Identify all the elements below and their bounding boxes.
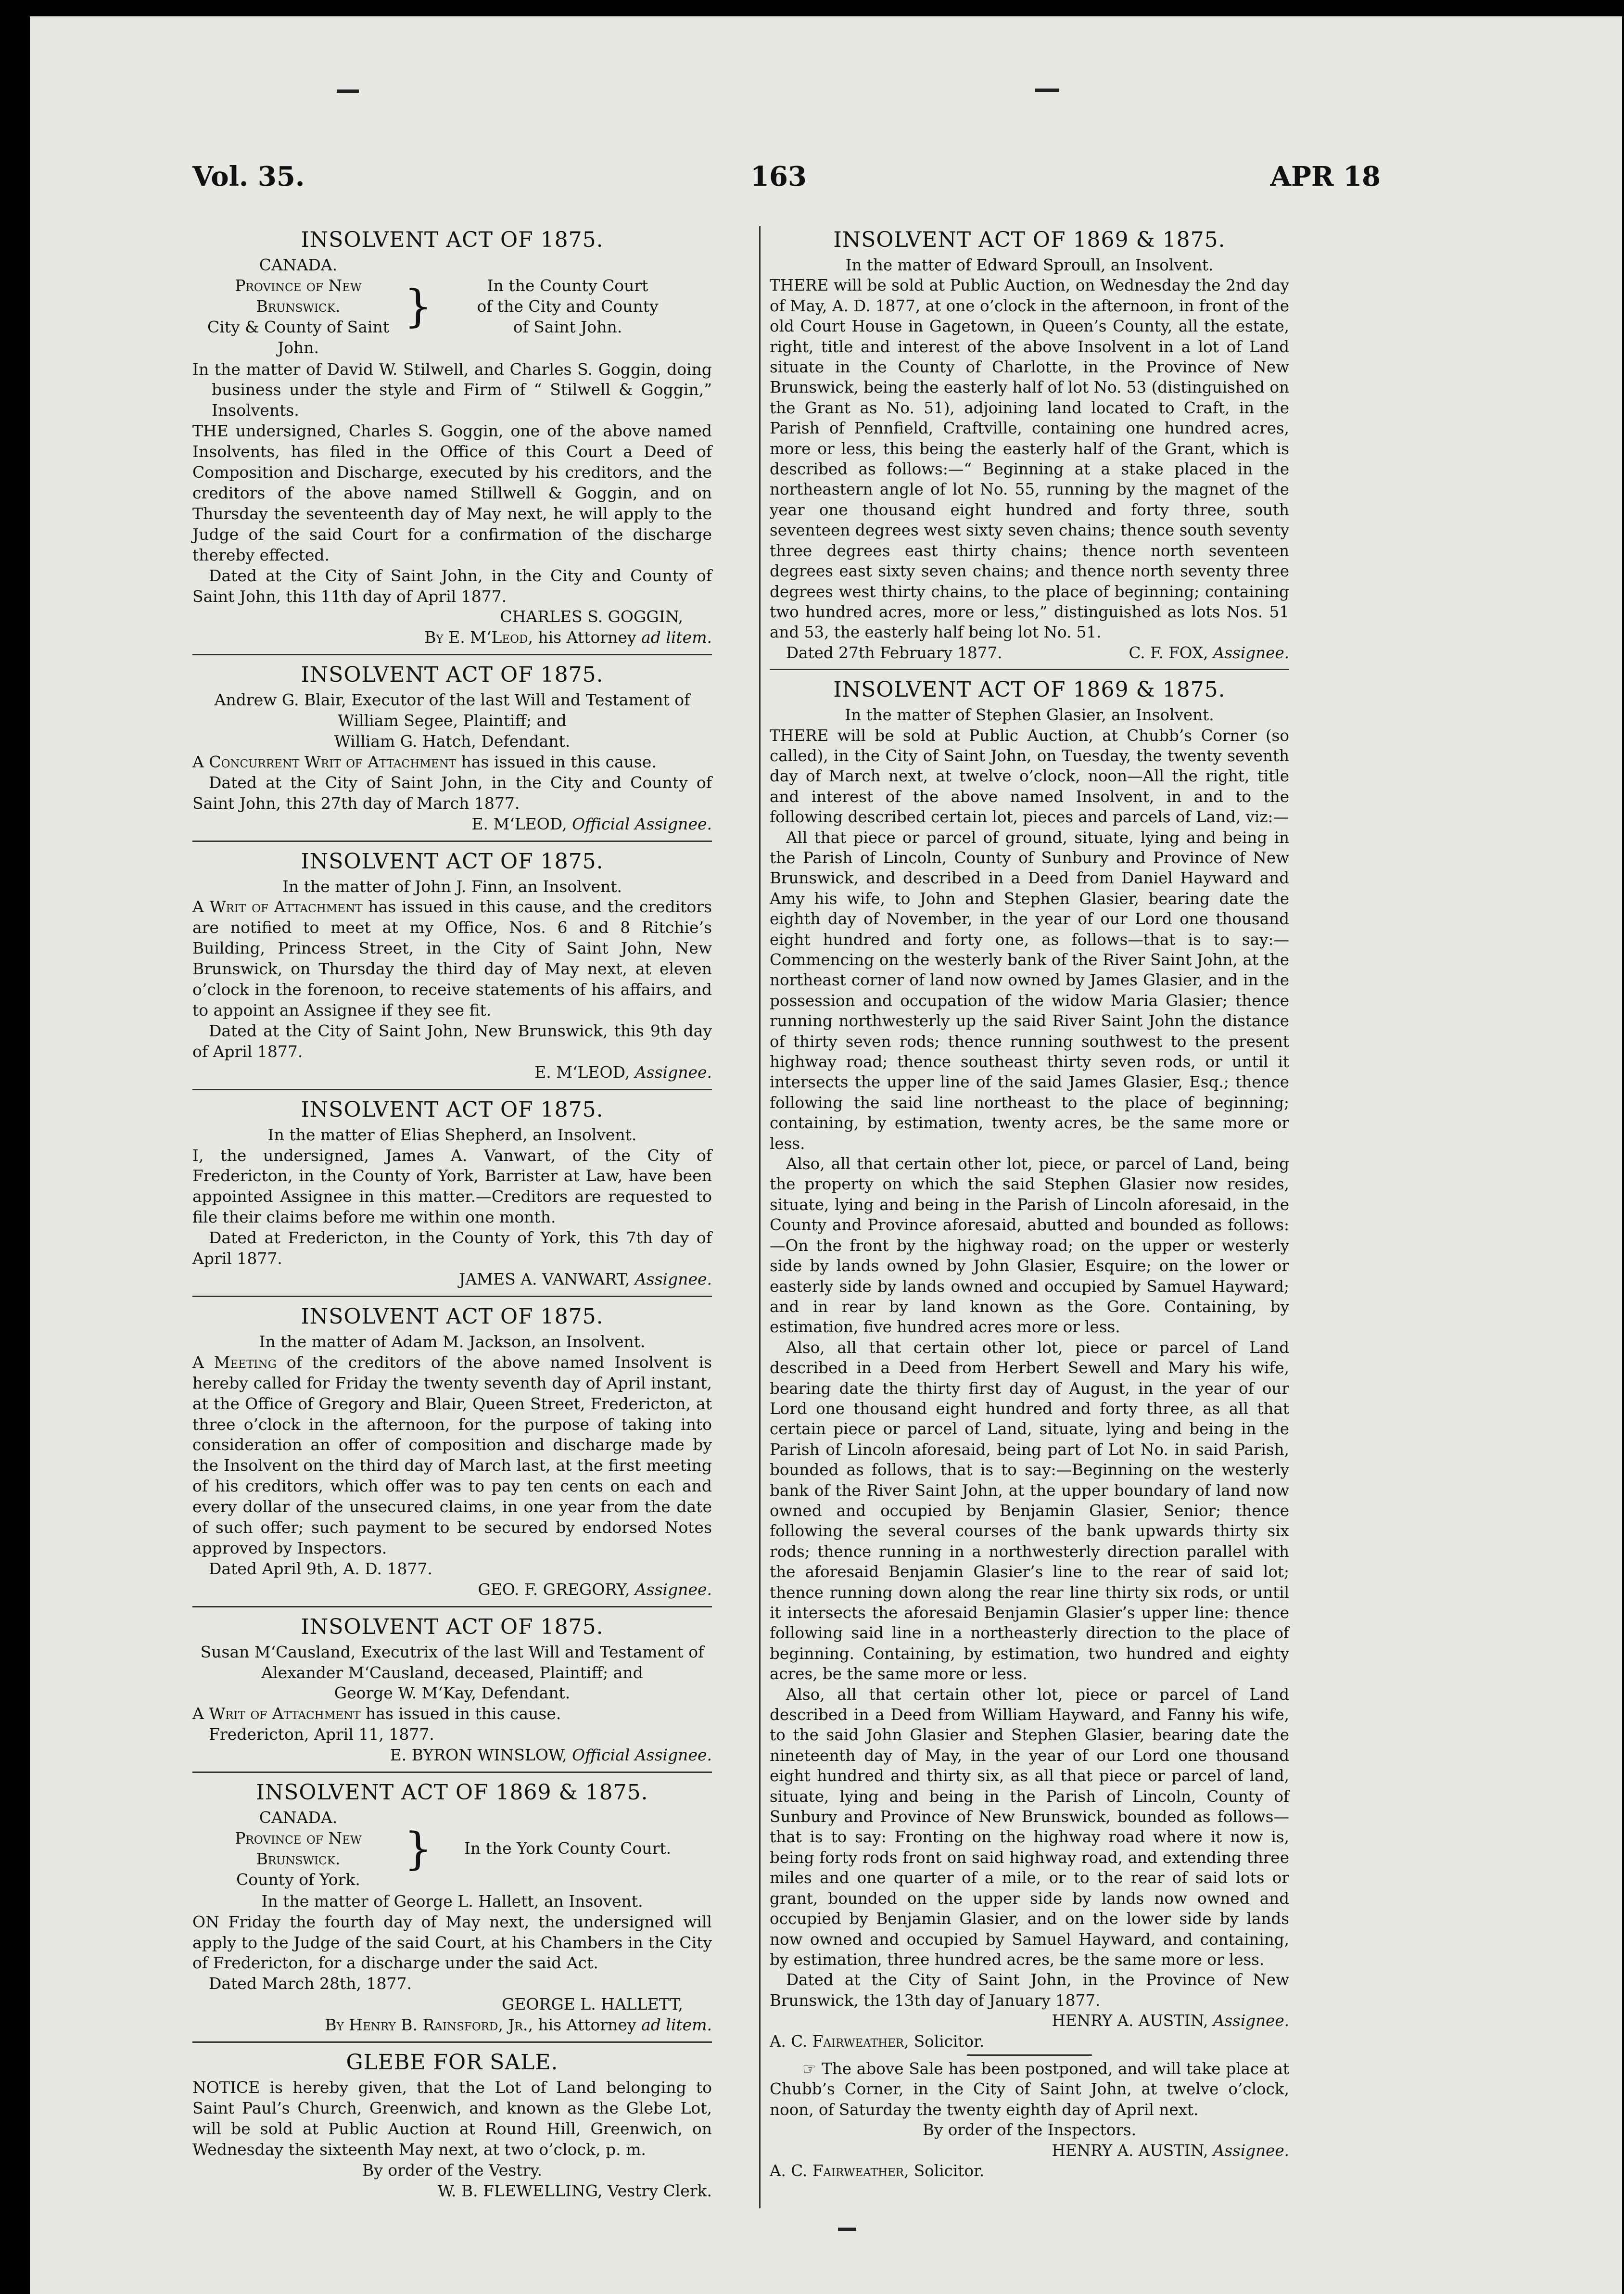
caption-province: Province of New Brunswick. [235, 1829, 362, 1868]
signer-name: W. B. FLEWELLING, Vestry Clerk. [437, 2181, 712, 2200]
signer-line [770, 2141, 1289, 2161]
writ-caps: A Concurrent Writ of Attachment [192, 752, 457, 771]
signer-role: Assignee. [1213, 643, 1289, 662]
notice-body: Also, all that certain other lot, piece or parcel of Land described in a Deed from Herbert Sewell and Mary his wife, bearing date the thirty first day of August, in the year of our Lord one thousand eight hundred and forty three, as all that certain piece or parcel of Land, situate, lying and being in the Parish of Lincoln aforesaid, being part of Lot No. in said Parish, bounded as follows, that is to say:—Beginning on the westerly bank of the River Saint John, at the upper boundary of land now owned and occupied by Benjamin Glasier, Senior; thence following the several courses of the bank upwards thirty six rods; thence running in a northwesterly direction parallel with the aforesaid Benjamin Glasier’s line to the rear of said lot; thence running down along the rear line thirty six rods, or until it intersects the aforesaid Benjamin Glasier’s upper line: thence following said line in a northeasterly direction to the place of beginning. Containing, by estimation, two hundred and eighty acres, be the same more or less. [770, 1338, 1289, 1683]
notice-title: INSOLVENT ACT OF 1875. [301, 1614, 604, 1639]
dated-line: Dated 27th February 1877. [786, 643, 1002, 662]
notice-blair-hatch [192, 662, 712, 841]
caption-court: of Saint John. [513, 317, 622, 336]
top-mark [1035, 89, 1059, 92]
caption-canada: CANADA. [259, 1808, 338, 1827]
solicitor-role: Solicitor. [909, 2032, 985, 2051]
caption-court: of the City and County [477, 296, 659, 316]
signer-name: HENRY A. AUSTIN, [1052, 2012, 1208, 2030]
signer-role: Assignee. [634, 1580, 712, 1599]
caption-canada: CANADA. [259, 255, 338, 274]
solicitor-name: A. C. Fairweather, [770, 2161, 909, 2180]
notice-mccausland [192, 1614, 712, 1773]
postponement-notice [770, 2059, 1289, 2120]
attorney-label: his Attorney [533, 628, 642, 647]
notice-sproull [770, 227, 1289, 670]
notice-body: NOTICE is hereby given, that the Lot of Land belonging to Saint Paul’s Church, Greenwich, and known as the Glebe Lot, will be sold at Public Auction at Round Hill, Greenwich, on Wednesday the sixteenth May next, at two o’clock, p. m. [192, 2078, 712, 2159]
signer-line [770, 2011, 1289, 2031]
dated-line: Dated at the City of Saint John, New Brunswick, this 9th day of April 1877. [192, 1021, 712, 1061]
postponement-text: The above Sale has been postponed, and will take place at Chubb’s Corner, in the City of Saint John, at twelve o’clock, noon, of Saturday the twenty eighth day of April next. [770, 2059, 1289, 2119]
attorney-line [192, 2015, 712, 2036]
issue-date: APR 18 [1270, 161, 1381, 192]
ad-litem: ad litem. [641, 628, 712, 647]
signer-role: Assignee. [634, 1269, 712, 1288]
dated-line: Dated March 28th, 1877. [209, 1974, 412, 1993]
attorney-line [192, 627, 712, 648]
signer-name: E. M‘LEOD, [471, 814, 567, 833]
order-line: By order of the Inspectors. [923, 2121, 1136, 2140]
signer-name: E. BYRON WINSLOW, [390, 1746, 567, 1765]
matter-line: In the matter of David W. Stilwell, and Charles S. Goggin, doing business under the style and Firm of “ Stilwell & Goggin,” Insolvents. [192, 359, 712, 420]
notice-glebe [192, 2050, 712, 2207]
signer-line [192, 1062, 712, 1083]
page-header [192, 161, 1381, 209]
bottom-mark [838, 2228, 856, 2231]
solicitor-line [770, 2161, 1289, 2181]
notice-body [192, 1352, 712, 1559]
signer-role: Assignee. [1213, 2012, 1289, 2030]
signer-name: GEORGE L. HALLETT, [502, 1995, 683, 2014]
notice-title: INSOLVENT ACT OF 1875. [301, 228, 604, 252]
writ-rest: has issued in this cause. [360, 1704, 561, 1723]
notice-finn [192, 849, 712, 1090]
signer-role: Assignee. [1213, 2141, 1289, 2160]
signer-name: E. M‘LEOD, [534, 1062, 630, 1082]
notice-title: INSOLVENT ACT OF 1875. [301, 849, 604, 874]
caption-court: In the York County Court. [464, 1839, 672, 1858]
right-column [770, 226, 1289, 2193]
notice-body: THERE will be sold at Public Auction, on Wednesday the 2nd day of May, A. D. 1877, at one o’clock in the afternoon, in front of the old Court House in Gagetown, in Queen’s County, all the estate, right, title and interest of the above Insolvent in a lot of Land situate in the County of Charlotte, in the Province of New Brunswick, being the easterly half of lot No. 53 (distinguished on the Grant as No. 51), adjoining land located to Craft, in the Parish of Pennfield, Craftville, containing one hundred acres, more or less, this being the easterly half of the Grant, which is described as follows:—“ Beginning at a stake placed in the northeastern angle of lot No. 55, running by the magnet of the year one thousand eight hundred and forty three, south seventeen degrees west sixty seven chains; thence south seventy three degrees east thirty chains; thence north seventeen degrees east sixty seven chains; and thence north seventy three degrees west thirty chains, to the place of beginning; containing two hundred acres, more or less,” distinguished as lots Nos. 51 and 53, the easterly half being lot No. 51. [770, 276, 1289, 642]
dated-line: Dated at the City of Saint John, in the City and County of Saint John, this 27th day of March 1877. [192, 773, 712, 813]
dated-line: Dated April 9th, A. D. 1877. [209, 1559, 432, 1578]
parties-line: Susan M‘Causland, Executrix of the last Will and Testament of Alexander M‘Causland, deceased, Plaintiff; and [200, 1642, 704, 1682]
matter-line: In the matter of John J. Finn, an Insolvent. [282, 877, 622, 896]
parties-line: Andrew G. Blair, Executor of the last Will and Testament of William Segee, Plaintiff; and [214, 690, 690, 730]
notice-title: INSOLVENT ACT OF 1869 & 1875. [256, 1780, 648, 1805]
signer-name: HENRY A. AUSTIN, [1052, 2141, 1208, 2160]
matter-line: In the matter of George L. Hallett, an Insovent. [261, 1891, 643, 1911]
solicitor-name: A. C. Fairweather, [770, 2032, 909, 2051]
meeting-caps: A Meeting [192, 1352, 277, 1372]
left-column [192, 226, 712, 2214]
page-number: 163 [750, 161, 807, 192]
notice-body: THERE will be sold at Public Auction, at Chubb’s Corner (so called), in the City of Saint John, on Tuesday, the twenty seventh day of March next, at twelve o’clock, noon—All the right, title and interest of the above named Insolvent, in and to the following described certain lot, pieces and parcels of Land, viz:— [770, 726, 1289, 827]
short-divider [967, 2054, 1092, 2056]
ad-litem: ad litem. [641, 2015, 712, 2035]
body-rest: of the creditors of the above named Insolvent is hereby called for Friday the twenty seventh day of April instant, at the Office of Gregory and Blair, Queen Street, Fredericton, at three o’clock in the afternoon, for the purpose of taking into consideration an offer of composition and discharge made by the Insolvent on the third day of March last, at the first meeting of his creditors, which offer was to pay ten cents on each and every dollar of the unsecured claims, in one year from the date of such offer; such payment to be secured by endorsed Notes approved by Inspectors. [192, 1352, 712, 1557]
writ-rest: has issued in this cause. [456, 752, 657, 771]
notice-stilwell-goggin [192, 227, 712, 655]
writ-line [192, 752, 712, 773]
signer-role: Assignee. [634, 1062, 712, 1082]
writ-caps: A Writ of Attachment [192, 897, 363, 917]
notice-title: INSOLVENT ACT OF 1875. [301, 1097, 604, 1122]
matter-line: In the matter of Elias Shepherd, an Insolvent. [267, 1125, 637, 1144]
dated-signer-line [770, 643, 1289, 663]
signer-line [192, 1745, 712, 1766]
solicitor-line [770, 2031, 1289, 2052]
notice-body [192, 897, 712, 1020]
dated-line: Dated at the City of Saint John, in the City and County of Saint John, this 11th day of April 1877. [192, 566, 712, 606]
volume-number: Vol. 35. [192, 161, 305, 192]
matter-line: In the matter of Adam M. Jackson, an Insolvent. [259, 1332, 646, 1351]
caption-city: City & County of Saint John. [207, 317, 389, 357]
attorney-label: his Attorney [533, 2015, 642, 2035]
solicitor-role: Solicitor. [909, 2161, 985, 2180]
notice-title: INSOLVENT ACT OF 1875. [301, 1304, 604, 1329]
notice-title: INSOLVENT ACT OF 1875. [301, 663, 604, 688]
court-caption [192, 255, 712, 358]
notice-title: GLEBE FOR SALE. [346, 2050, 558, 2075]
caption-court: In the County Court [487, 276, 648, 295]
court-caption [192, 1808, 712, 1890]
notice-title: INSOLVENT ACT OF 1869 & 1875. [833, 228, 1226, 252]
brace-glyph: } [404, 280, 432, 332]
writ-caps: A Writ of Attachment [192, 1704, 361, 1723]
body-rest: has issued in this cause, and the creditors are notified to meet at my Office, Nos. 6 and 8 Ritchie’s Building, Princess Street, in the City of Saint John, New Brunswick, on Thursday the third day of May next, at eleven o’clock in the forenoon, to receive statements of his affairs, and to appoint an Assignee if they see fit. [192, 897, 712, 1020]
writ-line [192, 1704, 712, 1724]
parties-line: William G. Hatch, Defendant. [334, 732, 571, 751]
caption-county: County of York. [236, 1870, 360, 1889]
top-mark [337, 89, 359, 93]
notice-jackson [192, 1304, 712, 1607]
notice-title: INSOLVENT ACT OF 1869 & 1875. [833, 677, 1226, 702]
signer-role: Official Assignee. [572, 814, 712, 833]
signer-name: C. F. FOX, [1129, 643, 1208, 662]
notice-glasier [770, 677, 1289, 2187]
matter-line: In the matter of Edward Sproull, an Insolvent. [845, 256, 1214, 274]
brace-glyph: } [404, 1822, 432, 1874]
notice-body: All that piece or parcel of ground, situate, lying and being in the Parish of Lincoln, County of Sunbury and Province of New Brunswick, and described in a Deed from Daniel Hayward and Amy his wife, to John and Stephen Glasier, bearing date the eighth day of November, in the year of our Lord one thousand eight hundred and forty one, as follows—that is to say:—Commencing on the westerly bank of the River Saint John, at the northeast corner of land now owned by James Glasier, and in the possession and occupation of the widow Maria Glasier; thence running northwesterly up the said River Saint John the distance of thirty seven rods; thence running southwest to the present highway road; thence southeast thirty seven rods, or until it intersects the upper line of the said James Glasier, Esq.; thence following the said line northeast to the place of beginning; containing, by estimation, twenty acres, be the same more or less. [770, 828, 1289, 1153]
column-divider [759, 226, 761, 2208]
signer-role: Official Assignee. [572, 1746, 712, 1765]
dated-line: Fredericton, April 11, 1877. [209, 1725, 434, 1744]
notice-body: Also, all that certain other lot, piece, or parcel of Land, being the property on which the said Stephen Glasier now resides, situate, lying and being in the Parish of Lincoln aforesaid, in the County and Province aforesaid, abutted and bounded as follows:—On the front by the highway road; on the upper or westerly side by lands owned by John Glasier, Esquire; on the lower or easterly side by lands owned and occupied by Samuel Hayward; and in rear by land known as the Gore. Containing, by estimation, five hundred acres more or less. [770, 1155, 1289, 1337]
caption-province: Province of New Brunswick. [235, 276, 362, 316]
notice-body: ON Friday the fourth day of May next, the undersigned will apply to the Judge of the said Court, at his Chambers in the City of Fredericton, for a discharge under the said Act. [192, 1912, 712, 1973]
attorney-name: By Henry B. Rainsford, Jr., [325, 2015, 533, 2035]
pointing-hand-icon: ☞ [802, 2059, 817, 2078]
notice-shepherd [192, 1097, 712, 1297]
dated-line: Dated at the City of Saint John, in the Province of New Brunswick, the 13th day of January 1877. [770, 1971, 1289, 2010]
order-line: By order of the Vestry. [362, 2160, 543, 2179]
dated-line: Dated at Fredericton, in the County of York, this 7th day of April 1877. [192, 1228, 712, 1268]
parties-line: George W. M‘Kay, Defendant. [334, 1683, 571, 1703]
attorney-name: By E. M‘Leod, [424, 628, 533, 647]
signer-line [192, 1580, 712, 1600]
signer-name: JAMES A. VANWART, [459, 1269, 630, 1288]
matter-line: In the matter of Stephen Glasier, an Insolvent. [845, 706, 1214, 725]
signer-name: CHARLES S. GOGGIN, [500, 607, 683, 626]
notice-hallett [192, 1780, 712, 2043]
signer-name: GEO. F. GREGORY, [478, 1580, 630, 1599]
signer-line [192, 814, 712, 835]
notice-body: Also, all that certain other lot, piece or parcel of Land described in a Deed from William Hayward, and Fanny his wife, to the said John Glasier and Stephen Glasier, bearing date the nineteenth day of May, in the year of our Lord one thousand eight hundred and thirty six, as all that piece or parcel of land, situate, lying and being in the Parish of Lincoln, County of Sunbury and Province of New Brunswick, bounded as follows—that is to say: Fronting on the highway road where it now is, being forty rods front on said highway road, and extending three miles and one quarter of a mile, or to the rear of said lots or grant, bounded on the upper side by lands now owned and occupied by Benjamin Glasier, and on the lower side by lands now owned and occupied by Samuel Hayward, and containing, by estimation, three hundred acres, be the same more or less. [770, 1685, 1289, 1969]
notice-body: I, the undersigned, James A. Vanwart, of the City of Fredericton, in the County of York, Barrister at Law, have been appointed Assignee in this matter.—Creditors are requested to file their claims before me within one month. [192, 1146, 712, 1227]
notice-body: THE undersigned, Charles S. Goggin, one of the above named Insolvents, has filed in the Office of this Court a Deed of Composition and Discharge, executed by his creditors, and the creditors of the above named Stillwell & Goggin, and on Thursday the seventeenth day of May next, he will apply to the Judge of the said Court for a confirmation of the discharge thereby effected. [192, 421, 712, 564]
signer-line [192, 1269, 712, 1290]
